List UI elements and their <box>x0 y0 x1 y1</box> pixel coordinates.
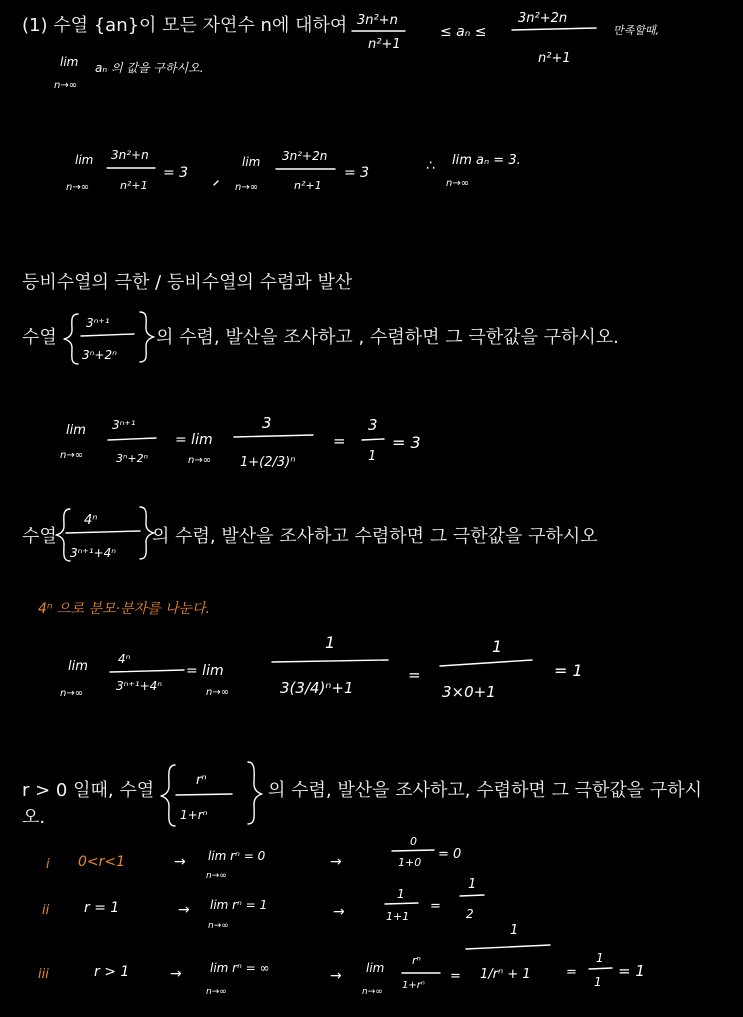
case-ii-eq: = <box>430 899 441 914</box>
p1-tail: 만족할때, <box>613 24 660 37</box>
p3-sol-den: 3ⁿ⁺¹+4ⁿ <box>116 679 163 693</box>
problem4-text-end: 의 수렴, 발산을 조사하고, 수렴하면 그 극한값을 구하시 <box>268 780 703 801</box>
case-ii-cond: r = 1 <box>84 900 120 916</box>
case-iii-lim: lim rⁿ = ∞ <box>210 961 270 975</box>
p2-seq-den: 3ⁿ+2ⁿ <box>82 348 117 362</box>
case-i-lim: lim rⁿ = 0 <box>208 849 266 863</box>
case-ii-arrow: → <box>178 902 190 918</box>
p1-ask-lim: lim <box>60 55 79 69</box>
p1-sol2-num: 3n²+2n <box>282 149 328 163</box>
problem4-text-wrap: 오. <box>22 807 46 828</box>
case-ii-den: 1+1 <box>386 910 410 923</box>
p3-note: 4ⁿ 으로 분모·분자를 나눈다. <box>38 601 210 617</box>
p1-therefore: ∴ <box>426 158 435 174</box>
p1-sol2-den: n²+1 <box>294 179 322 192</box>
p4-left-brace <box>161 765 175 826</box>
problem3-prefix: 수열 <box>22 526 57 547</box>
p3-seq-den: 3ⁿ⁺¹+4ⁿ <box>70 546 117 560</box>
p2-sol-eq: = lim <box>175 432 213 448</box>
p2-sol-res: = 3 <box>392 433 421 452</box>
p1-concl-lim: lim aₙ = 3. <box>452 153 521 168</box>
case-ii-lim: lim rⁿ = 1 <box>210 898 268 912</box>
case-iii-den: 1+rⁿ <box>402 980 425 991</box>
p2-sol-num: 3ⁿ⁺¹ <box>112 418 136 432</box>
p3-sol-den2: 3(3/4)ⁿ+1 <box>280 679 354 697</box>
case-ii-sub: n→∞ <box>208 921 229 931</box>
case-ii-bar <box>385 903 418 904</box>
p3-sol-bar2 <box>272 660 388 662</box>
p3-sol-eq2: = <box>408 666 421 684</box>
case-ii-num: 1 <box>397 887 405 901</box>
p1-lower-bound <box>352 13 405 52</box>
p1-upper-num: 3n²+2n <box>518 11 568 26</box>
case-iii <box>38 923 645 997</box>
p1-middle: ≤ aₙ ≤ <box>440 24 487 40</box>
p3-seq-num: 4ⁿ <box>84 513 98 528</box>
case-ii <box>42 877 484 931</box>
p2-sol-sub: n→∞ <box>60 450 84 461</box>
section-title: 등비수열의 극한 / 등비수열의 수렴과 발산 <box>22 272 353 293</box>
p2-right-brace <box>140 312 154 362</box>
p3-sol-sub: n→∞ <box>60 688 84 699</box>
p1-upper-den: n²+1 <box>538 51 571 66</box>
case-iii-overbar <box>466 945 550 949</box>
case-iii-eq: = <box>450 969 461 984</box>
p1-ask-text: aₙ 의 값을 구하시오. <box>95 61 204 75</box>
p1-sol2-eq: = 3 <box>344 165 370 181</box>
case-iii-eq2: = <box>566 965 577 980</box>
p1-upper-bound <box>512 11 596 66</box>
case-ii-arrow2: → <box>333 904 345 920</box>
case-iii-num3: 1 <box>596 951 604 965</box>
p3-sol-den3: 3×0+1 <box>442 683 496 701</box>
case-ii-den2: 2 <box>466 907 474 921</box>
p1-upper-bar <box>512 28 596 30</box>
p1-sol1-lim: lim <box>75 153 94 167</box>
case-i-cond: 0<r<1 <box>78 854 126 870</box>
case-iii-num: rⁿ <box>412 954 421 967</box>
p2-sol-lim: lim <box>66 423 86 438</box>
p1-concl-sub: n→∞ <box>446 178 470 189</box>
case-i-sub: n→∞ <box>206 871 227 881</box>
case-iii-arrow2: → <box>330 968 342 984</box>
p4-seq-bar <box>176 794 232 795</box>
p2-seq-bar <box>81 334 134 336</box>
p3-sol-lim: lim <box>68 659 88 674</box>
case-iii-bar3 <box>589 968 612 969</box>
p4-seq-num: rⁿ <box>196 773 207 788</box>
p3-right-brace <box>140 507 154 559</box>
p3-sol-bar3 <box>440 660 532 666</box>
p2-sol-eq2: = <box>333 432 346 450</box>
problem2-prefix: 수열 <box>22 327 57 348</box>
p2-sol-bar <box>108 438 156 440</box>
case-iii-sub2: n→∞ <box>362 987 383 997</box>
p1-lower-num: 3n²+n <box>357 13 398 28</box>
p4-seq-den: 1+rⁿ <box>180 808 208 822</box>
p2-sol-den2: 1+(2/3)ⁿ <box>240 455 296 470</box>
case-iii-sub: n→∞ <box>206 987 227 997</box>
p1-sol1-sub: n→∞ <box>66 182 90 193</box>
p4-right-brace <box>248 762 262 824</box>
case-i-arrow2: → <box>330 854 342 870</box>
p2-sol-num2: 3 <box>262 414 272 432</box>
problem3-text: 의 수렴, 발산을 조사하고 수렴하면 그 극한값을 구하시오 <box>152 526 598 547</box>
problem2-text: 의 수렴, 발산을 조사하고 , 수렴하면 그 극한값을 구하시오. <box>156 327 619 348</box>
p1-comma <box>214 181 218 185</box>
case-iii-den2: 1/rⁿ + 1 <box>480 967 531 982</box>
p3-sol-num2: 1 <box>325 633 336 652</box>
p3-seq-bar <box>66 531 140 533</box>
p3-sol-res: = 1 <box>554 661 583 680</box>
p2-sol-den: 3ⁿ+2ⁿ <box>116 452 148 465</box>
p3-sol-num3: 1 <box>492 637 503 656</box>
case-i-arrow: → <box>174 854 186 870</box>
case-ii-num2: 1 <box>468 877 477 892</box>
case-iii-cond: r > 1 <box>94 964 130 980</box>
p1-ask-sub: n→∞ <box>54 80 78 91</box>
p2-sol-bar3 <box>362 439 384 440</box>
p1-sol1-eq: = 3 <box>163 165 189 181</box>
case-iii-den3: 1 <box>594 975 602 989</box>
p3-sol-num: 4ⁿ <box>118 652 131 666</box>
p2-left-brace <box>64 314 78 364</box>
p2-sol-den3: 1 <box>368 449 377 464</box>
case-iii-lim2: lim <box>366 961 385 975</box>
p1-sol2-sub: n→∞ <box>235 182 259 193</box>
p2-sol-sub2: n→∞ <box>188 455 212 466</box>
case-iii-arrow: → <box>170 966 182 982</box>
p3-sol-bar <box>110 670 184 672</box>
case-iii-res: = 1 <box>618 962 645 980</box>
p3-sol-sub2: n→∞ <box>206 687 230 698</box>
case-i-bar <box>392 850 434 851</box>
case-iii-num2: 1 <box>510 923 519 938</box>
p2-seq-num: 3ⁿ⁺¹ <box>86 316 110 330</box>
p3-left-brace <box>56 509 70 561</box>
case-ii-label: ii <box>42 903 50 918</box>
p3-sol-eq: = lim <box>186 663 224 679</box>
problem1-text: (1) 수열 {an}이 모든 자연수 n에 대하여 <box>22 15 348 36</box>
case-i-label: i <box>46 857 50 872</box>
case-i-den: 1+0 <box>398 856 422 869</box>
case-iii-label: iii <box>38 967 49 982</box>
p2-sol-bar2 <box>234 435 313 437</box>
p1-sol2-lim: lim <box>242 155 261 169</box>
p2-sol-num3: 3 <box>368 416 378 434</box>
p1-lower-den: n²+1 <box>368 37 401 52</box>
case-i-num: 0 <box>410 835 417 848</box>
case-i <box>46 835 461 881</box>
p1-sol1-num: 3n²+n <box>111 148 149 162</box>
case-ii-bar2 <box>460 895 484 896</box>
problem4-text-start: r > 0 일때, 수열 <box>22 780 155 801</box>
p1-sol1-den: n²+1 <box>120 179 148 192</box>
case-i-res: = 0 <box>438 847 462 862</box>
